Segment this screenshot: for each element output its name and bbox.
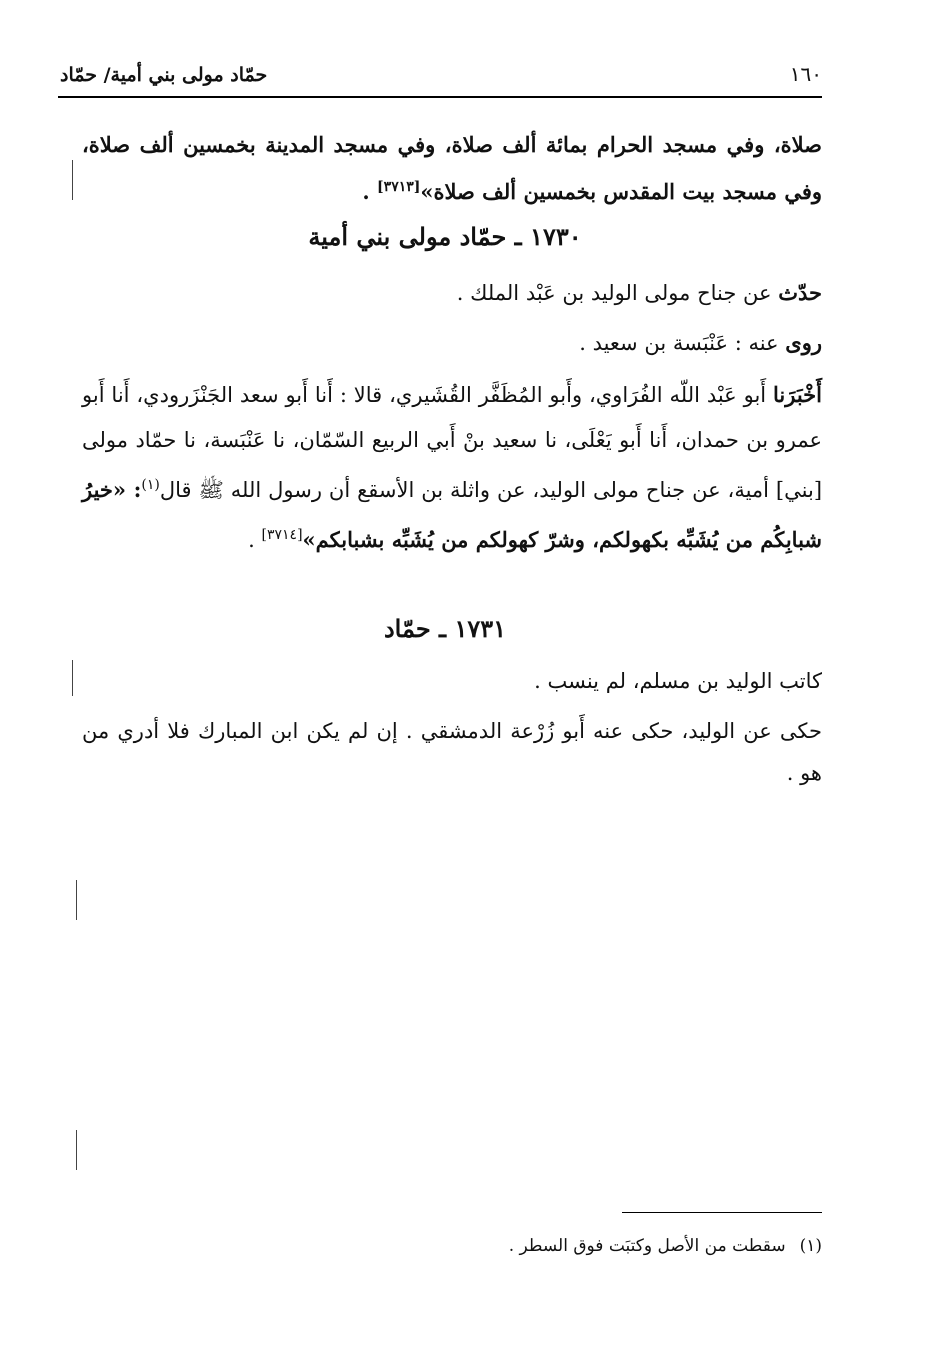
footnote-1 [509, 1236, 822, 1256]
paragraph-haddatha [82, 272, 822, 314]
footnote-rule [622, 1212, 822, 1213]
footnote-number: (١) [799, 1236, 822, 1256]
paragraph-haka [82, 710, 822, 794]
p6-text: حكى عن الوليد، حكى عنه أَبو زُرْعة الدمشقي . إن لم يكن ابن المبارك فلا أدري من هو . [82, 719, 822, 785]
footnote-ref-1: (١) [141, 477, 160, 493]
hadith-ref-3714: [٣٧١٤] [261, 527, 303, 543]
p2-lead-word: حدّث [778, 280, 822, 305]
entry-heading-1730: ١٧٣٠ ـ حمّاد مولى بني أمية [308, 222, 582, 251]
paragraph-continuation [82, 124, 822, 213]
entry-heading-1731: ١٧٣١ ـ حمّاد [383, 614, 506, 643]
scan-margin-mark [76, 1130, 77, 1170]
p1-line2: وفي مسجد بيت المقدس بخمسين ألف صلاة» [420, 179, 822, 204]
p1-end: . [362, 179, 378, 204]
header-rule [58, 96, 822, 98]
paragraph-isnad [82, 372, 822, 563]
p1-line1: صلاة، وفي مسجد الحرام بمائة ألف صلاة، وفي مسجد المدينة بخمسين ألف صلاة، [82, 132, 822, 157]
footnote-text: سقطت من الأصل وكتبَت فوق السطر . [508, 1236, 786, 1256]
p5-text: كاتب الوليد بن مسلم، لم ينسب . [534, 669, 822, 693]
p4-end: . [248, 528, 262, 552]
page-number: ١٦٠ [789, 62, 822, 86]
scan-margin-mark [76, 880, 77, 920]
paragraph-katib [82, 660, 822, 702]
paragraph-rawa [82, 322, 822, 364]
hadith-ref-3713: [٣٧١٣] [377, 179, 421, 195]
p4-text: أَبو عَبْد اللّه الفُرَاوي، وأَبو المُظَفَّر القُشَيري، قالا : أَنا أَبو سعد الجَنْزَرودي، أَنا أَبو عمرو بن حمدان، أَنا أَبو يَعْلَى، نا سعيد بنْ أَبي الربيع السّمّان، نا عَنْبَسة، نا حمّاد مولى [بني] أمية، عن جناح مولى الوليد، عن واثلة بن الأسقع أن رسول الله ﷺ قال [82, 383, 823, 502]
p3-text: عنه : عَنْبَسة بن سعيد . [579, 331, 786, 355]
p3-lead-word: روى [785, 330, 822, 355]
hadith-quote: : «خيرُ شبابِكُم من يُشَبِّه بكهولكم، وشرّ كهولكم من يُشَبِّه بشبابكم» [82, 477, 822, 552]
scan-margin-mark [72, 660, 73, 696]
scan-margin-mark [72, 160, 73, 200]
p2-text: عن جناح مولى الوليد بن عَبْد الملك . [456, 281, 779, 305]
running-title: حمّاد مولى بني أمية/ حمّاد [60, 64, 268, 86]
p4-lead-word: أَخْبَرَنا [773, 382, 822, 407]
